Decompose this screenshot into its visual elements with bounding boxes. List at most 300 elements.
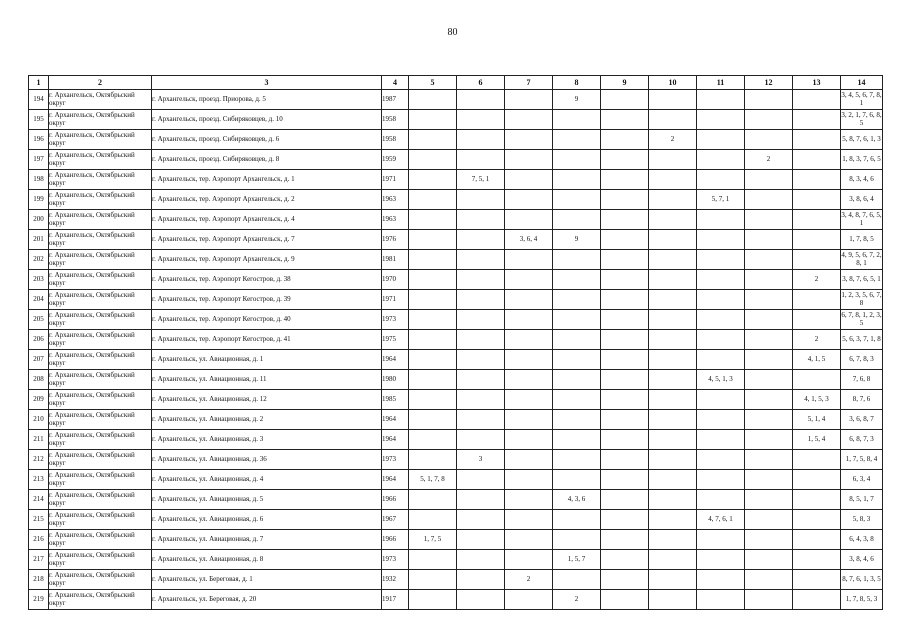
col-5-cell — [409, 290, 457, 310]
col-5-cell — [409, 450, 457, 470]
col-13-cell — [793, 570, 841, 590]
row-number-cell: 198 — [29, 170, 49, 190]
col-12-cell — [745, 430, 793, 450]
col-5-cell — [409, 250, 457, 270]
col-6-cell — [457, 190, 505, 210]
district-cell: г. Архангельск, Октябрьский округ — [49, 350, 152, 370]
column-header-14: 14 — [841, 76, 883, 90]
col-7-cell — [505, 290, 553, 310]
year-cell: 1971 — [382, 290, 409, 310]
col-12-cell — [745, 570, 793, 590]
column-header-2: 2 — [49, 76, 152, 90]
col-12-cell: 2 — [745, 150, 793, 170]
col-6-cell: 3 — [457, 450, 505, 470]
col-14-cell: 8, 3, 4, 6 — [841, 170, 883, 190]
col-7-cell — [505, 210, 553, 230]
col-5-cell — [409, 90, 457, 110]
col-12-cell — [745, 330, 793, 350]
district-cell: г. Архангельск, Октябрьский округ — [49, 390, 152, 410]
col-10-cell — [649, 90, 697, 110]
col-8-cell — [553, 470, 601, 490]
district-cell: г. Архангельск, Октябрьский округ — [49, 510, 152, 530]
col-6-cell — [457, 310, 505, 330]
col-12-cell — [745, 350, 793, 370]
column-header-11: 11 — [697, 76, 745, 90]
col-12-cell — [745, 490, 793, 510]
col-8-cell — [553, 570, 601, 590]
col-5-cell — [409, 490, 457, 510]
year-cell: 1975 — [382, 330, 409, 350]
row-number-cell: 204 — [29, 290, 49, 310]
col-10-cell — [649, 170, 697, 190]
col-10-cell: 2 — [649, 130, 697, 150]
col-10-cell — [649, 110, 697, 130]
col-9-cell — [601, 130, 649, 150]
col-14-cell: 6, 7, 8, 3 — [841, 350, 883, 370]
col-5-cell — [409, 350, 457, 370]
col-14-cell: 5, 8, 3 — [841, 510, 883, 530]
col-10-cell — [649, 150, 697, 170]
col-8-cell — [553, 130, 601, 150]
col-6-cell — [457, 350, 505, 370]
col-13-cell — [793, 150, 841, 170]
col-7-cell: 2 — [505, 570, 553, 590]
col-11-cell — [697, 470, 745, 490]
col-13-cell — [793, 250, 841, 270]
district-cell: г. Архангельск, Октябрьский округ — [49, 250, 152, 270]
col-12-cell — [745, 230, 793, 250]
table-header-row — [29, 76, 883, 90]
col-9-cell — [601, 110, 649, 130]
col-9-cell — [601, 210, 649, 230]
year-cell: 1964 — [382, 470, 409, 490]
col-9-cell — [601, 190, 649, 210]
col-7-cell — [505, 590, 553, 610]
column-header-6: 6 — [457, 76, 505, 90]
column-header-1: 1 — [29, 76, 49, 90]
col-10-cell — [649, 370, 697, 390]
col-10-cell — [649, 190, 697, 210]
col-13-cell — [793, 210, 841, 230]
column-header-5: 5 — [409, 76, 457, 90]
row-number-cell: 218 — [29, 570, 49, 590]
col-9-cell — [601, 250, 649, 270]
col-11-cell: 4, 7, 6, 1 — [697, 510, 745, 530]
table-row — [29, 390, 883, 410]
col-5-cell: 5, 1, 7, 8 — [409, 470, 457, 490]
col-5-cell — [409, 550, 457, 570]
year-cell: 1932 — [382, 570, 409, 590]
col-8-cell: 1, 5, 7 — [553, 550, 601, 570]
col-9-cell — [601, 510, 649, 530]
col-12-cell — [745, 130, 793, 150]
district-cell: г. Архангельск, Октябрьский округ — [49, 550, 152, 570]
col-6-cell — [457, 250, 505, 270]
col-6-cell — [457, 510, 505, 530]
col-14-cell: 1, 2, 3, 5, 6, 7, 8 — [841, 290, 883, 310]
address-cell: г. Архангельск, тер. Аэропорт Архангельск, д. 2 — [152, 190, 382, 210]
row-number-cell: 216 — [29, 530, 49, 550]
col-7-cell — [505, 190, 553, 210]
district-cell: г. Архангельск, Октябрьский округ — [49, 310, 152, 330]
row-number-cell: 201 — [29, 230, 49, 250]
col-11-cell — [697, 210, 745, 230]
col-14-cell: 6, 4, 3, 8 — [841, 530, 883, 550]
row-number-cell: 199 — [29, 190, 49, 210]
district-cell: г. Архангельск, Октябрьский округ — [49, 590, 152, 610]
row-number-cell: 203 — [29, 270, 49, 290]
col-13-cell — [793, 470, 841, 490]
col-9-cell — [601, 410, 649, 430]
address-cell: г. Архангельск, ул. Береговая, д. 20 — [152, 590, 382, 610]
col-7-cell — [505, 530, 553, 550]
district-cell: г. Архангельск, Октябрьский округ — [49, 210, 152, 230]
col-12-cell — [745, 470, 793, 490]
col-12-cell — [745, 190, 793, 210]
col-13-cell — [793, 510, 841, 530]
address-cell: г. Архангельск, ул. Авиационная, д. 7 — [152, 530, 382, 550]
col-7-cell — [505, 470, 553, 490]
table-row — [29, 210, 883, 230]
column-header-13: 13 — [793, 76, 841, 90]
row-number-cell: 195 — [29, 110, 49, 130]
row-number-cell: 205 — [29, 310, 49, 330]
address-cell: г. Архангельск, ул. Авиационная, д. 3 — [152, 430, 382, 450]
col-13-cell — [793, 110, 841, 130]
col-6-cell — [457, 590, 505, 610]
district-cell: г. Архангельск, Октябрьский округ — [49, 430, 152, 450]
col-8-cell: 2 — [553, 590, 601, 610]
address-cell: г. Архангельск, тер. Аэропорт Архангельск, д. 1 — [152, 170, 382, 190]
column-header-9: 9 — [601, 76, 649, 90]
col-5-cell — [409, 190, 457, 210]
year-cell: 1966 — [382, 490, 409, 510]
district-cell: г. Архангельск, Октябрьский округ — [49, 570, 152, 590]
col-12-cell — [745, 510, 793, 530]
col-13-cell — [793, 590, 841, 610]
col-5-cell — [409, 510, 457, 530]
col-5-cell — [409, 570, 457, 590]
year-cell: 1981 — [382, 250, 409, 270]
table-row — [29, 470, 883, 490]
year-cell: 1973 — [382, 550, 409, 570]
col-13-cell: 2 — [793, 330, 841, 350]
table-row — [29, 190, 883, 210]
col-14-cell: 3, 8, 4, 6 — [841, 550, 883, 570]
col-12-cell — [745, 270, 793, 290]
col-10-cell — [649, 350, 697, 370]
year-cell: 1966 — [382, 530, 409, 550]
col-10-cell — [649, 490, 697, 510]
col-9-cell — [601, 230, 649, 250]
col-5-cell — [409, 410, 457, 430]
col-14-cell: 5, 8, 7, 6, 1, 3 — [841, 130, 883, 150]
address-cell: г. Архангельск, тер. Аэропорт Архангельск, д. 7 — [152, 230, 382, 250]
col-11-cell — [697, 150, 745, 170]
year-cell: 1970 — [382, 270, 409, 290]
col-6-cell — [457, 270, 505, 290]
col-14-cell: 6, 7, 8, 1, 2, 3, 5 — [841, 310, 883, 330]
col-14-cell: 4, 9, 5, 6, 7, 2, 8, 1 — [841, 250, 883, 270]
table-row — [29, 590, 883, 610]
col-6-cell — [457, 490, 505, 510]
col-10-cell — [649, 590, 697, 610]
col-11-cell — [697, 490, 745, 510]
col-8-cell — [553, 410, 601, 430]
table-row — [29, 550, 883, 570]
col-7-cell — [505, 450, 553, 470]
row-number-cell: 194 — [29, 90, 49, 110]
district-cell: г. Архангельск, Октябрьский округ — [49, 170, 152, 190]
col-8-cell — [553, 150, 601, 170]
table-row — [29, 490, 883, 510]
year-cell: 1971 — [382, 170, 409, 190]
col-14-cell: 6, 8, 7, 3 — [841, 430, 883, 450]
col-10-cell — [649, 510, 697, 530]
col-9-cell — [601, 170, 649, 190]
col-5-cell — [409, 270, 457, 290]
table-row — [29, 430, 883, 450]
year-cell: 1964 — [382, 410, 409, 430]
col-10-cell — [649, 410, 697, 430]
col-5-cell — [409, 170, 457, 190]
col-10-cell — [649, 430, 697, 450]
col-14-cell: 1, 7, 5, 8, 4 — [841, 450, 883, 470]
col-11-cell — [697, 390, 745, 410]
col-6-cell — [457, 230, 505, 250]
year-cell: 1973 — [382, 450, 409, 470]
col-5-cell: 1, 7, 5 — [409, 530, 457, 550]
col-6-cell — [457, 150, 505, 170]
col-6-cell — [457, 90, 505, 110]
col-9-cell — [601, 590, 649, 610]
col-5-cell — [409, 330, 457, 350]
year-cell: 1973 — [382, 310, 409, 330]
col-9-cell — [601, 530, 649, 550]
col-7-cell — [505, 310, 553, 330]
col-10-cell — [649, 330, 697, 350]
address-cell: г. Архангельск, тер. Аэропорт Кегостров, д. 38 — [152, 270, 382, 290]
address-cell: г. Архангельск, тер. Аэропорт Архангельск, д. 9 — [152, 250, 382, 270]
col-12-cell — [745, 90, 793, 110]
table-row — [29, 250, 883, 270]
col-8-cell — [553, 310, 601, 330]
col-12-cell — [745, 410, 793, 430]
col-8-cell — [553, 330, 601, 350]
row-number-cell: 207 — [29, 350, 49, 370]
col-12-cell — [745, 210, 793, 230]
col-8-cell: 4, 3, 6 — [553, 490, 601, 510]
col-12-cell — [745, 590, 793, 610]
col-8-cell — [553, 510, 601, 530]
col-13-cell — [793, 530, 841, 550]
address-cell: г. Архангельск, проезд. Сибиряковцев, д. 8 — [152, 150, 382, 170]
col-13-cell — [793, 190, 841, 210]
col-10-cell — [649, 290, 697, 310]
row-number-cell: 200 — [29, 210, 49, 230]
col-5-cell — [409, 370, 457, 390]
col-10-cell — [649, 270, 697, 290]
col-6-cell — [457, 130, 505, 150]
col-8-cell — [553, 170, 601, 190]
col-11-cell — [697, 590, 745, 610]
district-cell: г. Архангельск, Октябрьский округ — [49, 290, 152, 310]
year-cell: 1917 — [382, 590, 409, 610]
row-number-cell: 196 — [29, 130, 49, 150]
housing-registry-table — [28, 75, 883, 610]
col-13-cell: 4, 1, 5, 3 — [793, 390, 841, 410]
col-8-cell — [553, 350, 601, 370]
row-number-cell: 217 — [29, 550, 49, 570]
year-cell: 1967 — [382, 510, 409, 530]
col-9-cell — [601, 430, 649, 450]
col-7-cell — [505, 550, 553, 570]
col-10-cell — [649, 230, 697, 250]
col-11-cell — [697, 110, 745, 130]
table-row — [29, 170, 883, 190]
col-10-cell — [649, 250, 697, 270]
col-11-cell — [697, 170, 745, 190]
col-9-cell — [601, 270, 649, 290]
col-6-cell — [457, 530, 505, 550]
col-7-cell — [505, 330, 553, 350]
col-13-cell — [793, 90, 841, 110]
col-5-cell — [409, 230, 457, 250]
col-5-cell — [409, 430, 457, 450]
col-11-cell: 4, 5, 1, 3 — [697, 370, 745, 390]
address-cell: г. Архангельск, тер. Аэропорт Кегостров, д. 41 — [152, 330, 382, 350]
col-7-cell — [505, 410, 553, 430]
col-11-cell — [697, 550, 745, 570]
col-12-cell — [745, 110, 793, 130]
table-row — [29, 450, 883, 470]
col-13-cell — [793, 170, 841, 190]
col-14-cell: 3, 4, 5, 6, 7, 8, 1 — [841, 90, 883, 110]
district-cell: г. Архангельск, Октябрьский округ — [49, 270, 152, 290]
year-cell: 1963 — [382, 210, 409, 230]
col-10-cell — [649, 550, 697, 570]
col-9-cell — [601, 550, 649, 570]
col-6-cell — [457, 550, 505, 570]
year-cell: 1985 — [382, 390, 409, 410]
table-row — [29, 370, 883, 390]
col-7-cell — [505, 350, 553, 370]
table-row — [29, 410, 883, 430]
col-6-cell — [457, 570, 505, 590]
district-cell: г. Архангельск, Октябрьский округ — [49, 190, 152, 210]
column-header-3: 3 — [152, 76, 382, 90]
col-12-cell — [745, 550, 793, 570]
address-cell: г. Архангельск, ул. Береговая, д. 1 — [152, 570, 382, 590]
year-cell: 1980 — [382, 370, 409, 390]
col-12-cell — [745, 250, 793, 270]
col-6-cell — [457, 330, 505, 350]
col-9-cell — [601, 330, 649, 350]
row-number-cell: 197 — [29, 150, 49, 170]
address-cell: г. Архангельск, проезд. Сибиряковцев, д. 10 — [152, 110, 382, 130]
col-8-cell — [553, 390, 601, 410]
col-8-cell — [553, 190, 601, 210]
col-14-cell: 5, 6, 3, 7, 1, 8 — [841, 330, 883, 350]
col-5-cell — [409, 150, 457, 170]
column-header-12: 12 — [745, 76, 793, 90]
table-row — [29, 130, 883, 150]
col-13-cell — [793, 310, 841, 330]
col-12-cell — [745, 530, 793, 550]
district-cell: г. Архангельск, Октябрьский округ — [49, 230, 152, 250]
col-12-cell — [745, 310, 793, 330]
col-10-cell — [649, 530, 697, 550]
row-number-cell: 212 — [29, 450, 49, 470]
col-14-cell: 3, 4, 8, 7, 6, 5, 1 — [841, 210, 883, 230]
col-11-cell — [697, 130, 745, 150]
col-11-cell — [697, 530, 745, 550]
year-cell: 1964 — [382, 350, 409, 370]
table-row — [29, 570, 883, 590]
col-14-cell: 3, 6, 8, 7 — [841, 410, 883, 430]
col-9-cell — [601, 490, 649, 510]
page-number: 80 — [447, 27, 458, 38]
col-5-cell — [409, 210, 457, 230]
col-12-cell — [745, 370, 793, 390]
table-row — [29, 90, 883, 110]
district-cell: г. Архангельск, Октябрьский округ — [49, 410, 152, 430]
col-14-cell: 8, 7, 6 — [841, 390, 883, 410]
col-9-cell — [601, 290, 649, 310]
col-13-cell: 1, 5, 4 — [793, 430, 841, 450]
col-9-cell — [601, 470, 649, 490]
table-row — [29, 530, 883, 550]
col-13-cell — [793, 290, 841, 310]
address-cell: г. Архангельск, ул. Авиационная, д. 1 — [152, 350, 382, 370]
col-6-cell — [457, 290, 505, 310]
col-6-cell — [457, 210, 505, 230]
col-11-cell — [697, 410, 745, 430]
col-13-cell: 5, 1, 4 — [793, 410, 841, 430]
col-6-cell — [457, 430, 505, 450]
col-6-cell — [457, 390, 505, 410]
col-11-cell — [697, 290, 745, 310]
col-5-cell — [409, 590, 457, 610]
col-6-cell — [457, 470, 505, 490]
col-9-cell — [601, 150, 649, 170]
year-cell: 1958 — [382, 110, 409, 130]
col-14-cell: 1, 7, 8, 5 — [841, 230, 883, 250]
col-12-cell — [745, 450, 793, 470]
row-number-cell: 208 — [29, 370, 49, 390]
col-14-cell: 1, 7, 8, 5, 3 — [841, 590, 883, 610]
row-number-cell: 202 — [29, 250, 49, 270]
district-cell: г. Архангельск, Октябрьский округ — [49, 470, 152, 490]
row-number-cell: 219 — [29, 590, 49, 610]
col-13-cell: 2 — [793, 270, 841, 290]
col-8-cell — [553, 250, 601, 270]
col-11-cell — [697, 250, 745, 270]
district-cell: г. Архангельск, Октябрьский округ — [49, 450, 152, 470]
col-14-cell: 7, 6, 8 — [841, 370, 883, 390]
col-14-cell: 3, 2, 1, 7, 6, 8, 5 — [841, 110, 883, 130]
col-14-cell: 3, 8, 6, 4 — [841, 190, 883, 210]
table-row — [29, 310, 883, 330]
column-header-7: 7 — [505, 76, 553, 90]
col-9-cell — [601, 450, 649, 470]
address-cell: г. Архангельск, тер. Аэропорт Кегостров, д. 39 — [152, 290, 382, 310]
col-7-cell — [505, 390, 553, 410]
col-12-cell — [745, 290, 793, 310]
col-10-cell — [649, 470, 697, 490]
col-11-cell: 5, 7, 1 — [697, 190, 745, 210]
col-7-cell — [505, 490, 553, 510]
